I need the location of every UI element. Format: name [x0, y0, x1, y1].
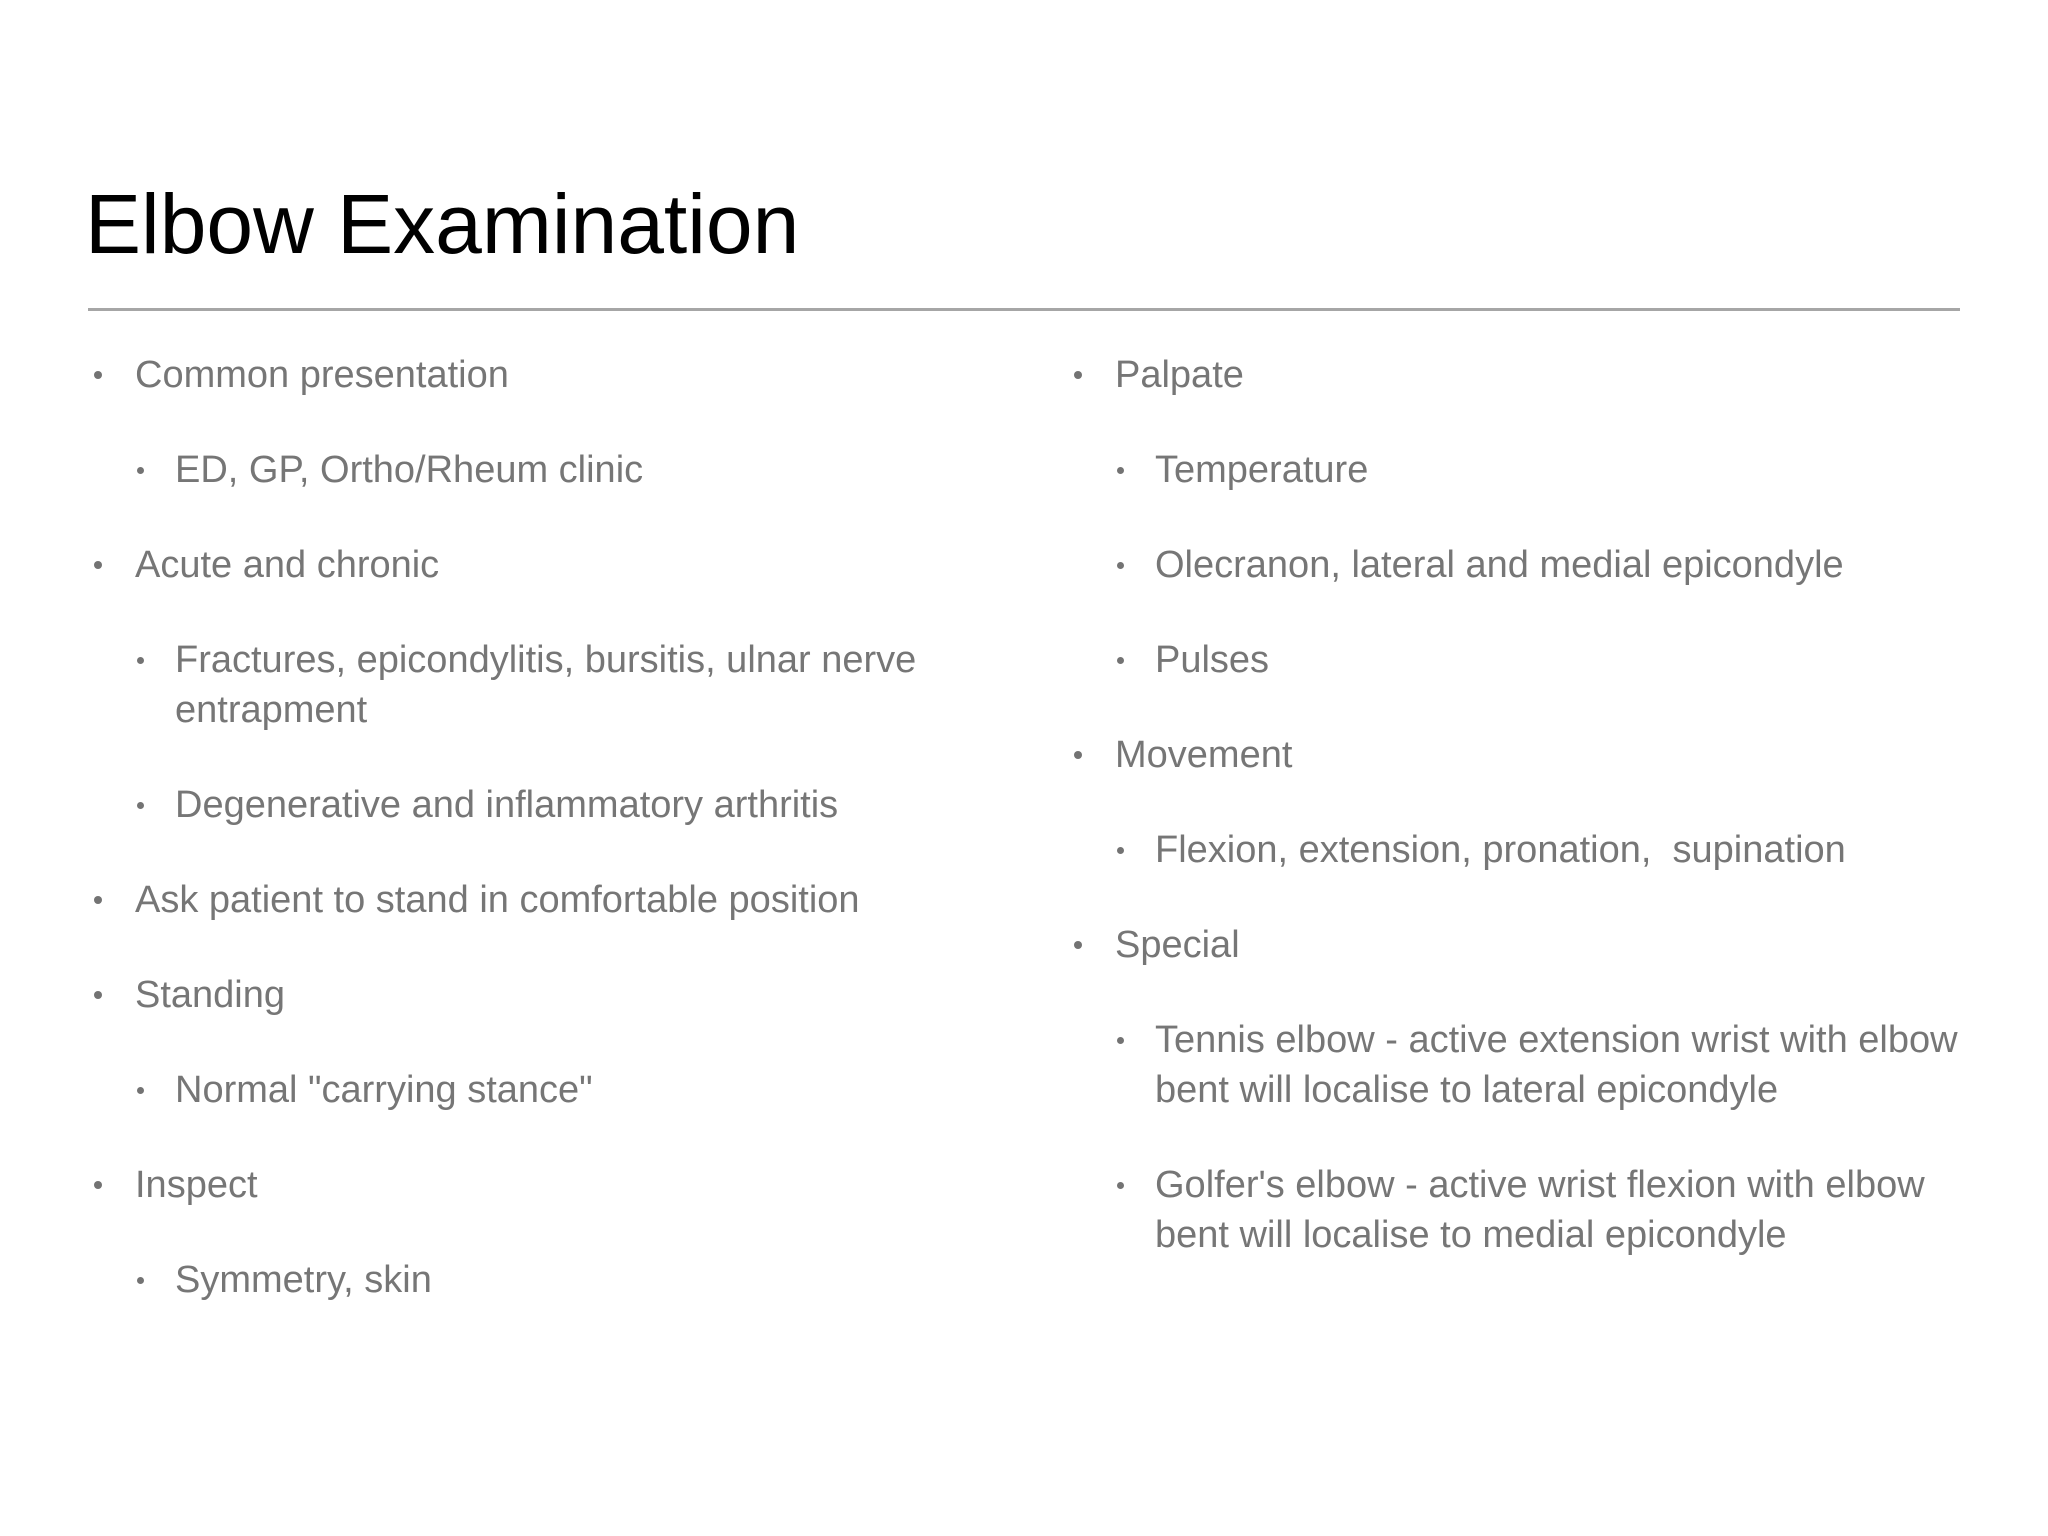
bullet-item — [1068, 825, 1970, 875]
bullet-item-text: Normal "carrying stance" — [175, 1069, 593, 1111]
bullet-dot-icon — [1110, 635, 1155, 664]
bullet-item-text: Fractures, epicondylitis, bursitis, ulnar nerve entrapment — [175, 639, 927, 731]
bullet-dot-icon — [1068, 730, 1115, 759]
bullet-item-text: ED, GP, Ortho/Rheum clinic — [175, 449, 644, 491]
bullet-dot-icon — [1110, 1015, 1155, 1044]
bullet-dot-icon — [1110, 540, 1155, 569]
bullet-dot-icon — [1110, 1160, 1155, 1189]
bullet-dot-icon — [1068, 350, 1115, 379]
bullet-dot-icon — [88, 350, 135, 379]
bullet-item-text: Symmetry, skin — [175, 1259, 432, 1301]
bullet-dot-icon — [130, 1255, 175, 1284]
bullet-dot-icon — [1068, 920, 1115, 949]
bullet-item-text: Acute and chronic — [135, 544, 440, 586]
bullet-item — [88, 875, 990, 925]
bullet-item — [88, 540, 990, 590]
bullet-column-left — [88, 350, 990, 1350]
bullet-item-text: Ask patient to stand in comfortable position — [135, 879, 860, 921]
bullet-item — [88, 780, 990, 830]
bullet-item-text: Common presentation — [135, 354, 509, 396]
bullet-dot-icon — [88, 1160, 135, 1189]
bullet-item — [1068, 350, 1970, 400]
bullet-dot-icon — [88, 540, 135, 569]
bullet-item — [1068, 635, 1970, 685]
bullet-dot-icon — [88, 875, 135, 904]
bullet-item — [88, 1065, 990, 1115]
bullet-dot-icon — [1110, 445, 1155, 474]
bullet-item — [1068, 540, 1970, 590]
bullet-dot-icon — [130, 1065, 175, 1094]
bullet-item-text: Inspect — [135, 1164, 258, 1206]
bullet-item-text: Flexion, extension, pronation, supination — [1155, 829, 1846, 871]
title-divider — [88, 308, 1960, 311]
bullet-item — [88, 445, 990, 495]
bullet-dot-icon — [1110, 825, 1155, 854]
bullet-dot-icon — [130, 445, 175, 474]
bullet-item-text: Palpate — [1115, 354, 1244, 396]
bullet-item-text: Temperature — [1155, 449, 1369, 491]
bullet-dot-icon — [130, 780, 175, 809]
bullet-dot-icon — [88, 970, 135, 999]
bullet-item — [88, 635, 990, 735]
bullet-item-text: Degenerative and inflammatory arthritis — [175, 784, 839, 826]
bullet-dot-icon — [130, 635, 175, 664]
bullet-item — [1068, 445, 1970, 495]
bullet-item — [88, 1160, 990, 1210]
bullet-item — [88, 1255, 990, 1305]
bullet-item-text: Movement — [1115, 734, 1293, 776]
bullet-item — [1068, 1015, 1970, 1115]
bullet-item — [88, 350, 990, 400]
bullet-item-text: Tennis elbow - active extension wrist with elbow bent will localise to lateral epicondyle — [1155, 1019, 1969, 1111]
bullet-item-text: Special — [1115, 924, 1240, 966]
bullet-item-text: Pulses — [1155, 639, 1270, 681]
bullet-item — [1068, 730, 1970, 780]
bullet-item — [1068, 1160, 1970, 1260]
bullet-item-text: Golfer's elbow - active wrist flexion with elbow bent will localise to medial epicondyle — [1155, 1164, 1936, 1256]
bullet-column-right — [1068, 350, 1970, 1305]
bullet-item — [1068, 920, 1970, 970]
bullet-item — [88, 970, 990, 1020]
slide-title: Elbow Examination — [85, 177, 800, 271]
bullet-item-text: Standing — [135, 974, 286, 1016]
bullet-item-text: Olecranon, lateral and medial epicondyle — [1155, 544, 1844, 586]
